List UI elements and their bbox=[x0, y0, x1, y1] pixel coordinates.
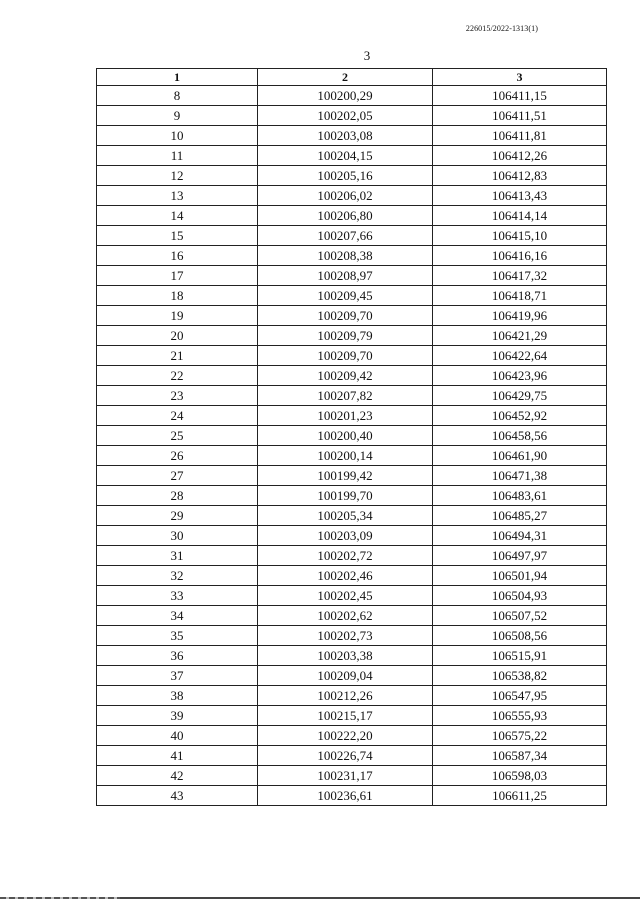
cell-y-coordinate: 106419,96 bbox=[433, 306, 607, 326]
cell-x-coordinate: 100209,42 bbox=[258, 366, 433, 386]
cell-point-number: 35 bbox=[97, 626, 258, 646]
table-row bbox=[97, 106, 607, 126]
cell-point-number: 17 bbox=[97, 266, 258, 286]
cell-y-coordinate: 106471,38 bbox=[433, 466, 607, 486]
cell-y-coordinate: 106415,10 bbox=[433, 226, 607, 246]
cell-point-number: 43 bbox=[97, 786, 258, 806]
cell-x-coordinate: 100203,09 bbox=[258, 526, 433, 546]
cell-point-number: 19 bbox=[97, 306, 258, 326]
cell-x-coordinate: 100205,16 bbox=[258, 166, 433, 186]
cell-y-coordinate: 106575,22 bbox=[433, 726, 607, 746]
cell-y-coordinate: 106418,71 bbox=[433, 286, 607, 306]
cell-y-coordinate: 106412,26 bbox=[433, 146, 607, 166]
cell-y-coordinate: 106555,93 bbox=[433, 706, 607, 726]
table-row bbox=[97, 686, 607, 706]
cell-x-coordinate: 100203,08 bbox=[258, 126, 433, 146]
cell-point-number: 30 bbox=[97, 526, 258, 546]
table-row bbox=[97, 646, 607, 666]
cell-x-coordinate: 100222,20 bbox=[258, 726, 433, 746]
cell-x-coordinate: 100204,15 bbox=[258, 146, 433, 166]
cell-x-coordinate: 100202,46 bbox=[258, 566, 433, 586]
cell-y-coordinate: 106417,32 bbox=[433, 266, 607, 286]
cell-y-coordinate: 106504,93 bbox=[433, 586, 607, 606]
cell-x-coordinate: 100209,70 bbox=[258, 346, 433, 366]
cell-x-coordinate: 100200,40 bbox=[258, 426, 433, 446]
cell-y-coordinate: 106429,75 bbox=[433, 386, 607, 406]
cell-point-number: 39 bbox=[97, 706, 258, 726]
cell-y-coordinate: 106515,91 bbox=[433, 646, 607, 666]
cell-point-number: 36 bbox=[97, 646, 258, 666]
cell-y-coordinate: 106458,56 bbox=[433, 426, 607, 446]
table-row bbox=[97, 566, 607, 586]
cell-point-number: 41 bbox=[97, 746, 258, 766]
cell-x-coordinate: 100208,97 bbox=[258, 266, 433, 286]
cell-y-coordinate: 106587,34 bbox=[433, 746, 607, 766]
cell-point-number: 33 bbox=[97, 586, 258, 606]
table-row bbox=[97, 306, 607, 326]
table-row bbox=[97, 506, 607, 526]
table-row bbox=[97, 226, 607, 246]
cell-point-number: 18 bbox=[97, 286, 258, 306]
table-row bbox=[97, 146, 607, 166]
cell-x-coordinate: 100202,73 bbox=[258, 626, 433, 646]
table-row bbox=[97, 86, 607, 106]
cell-point-number: 22 bbox=[97, 366, 258, 386]
cell-point-number: 24 bbox=[97, 406, 258, 426]
cell-point-number: 12 bbox=[97, 166, 258, 186]
cell-point-number: 16 bbox=[97, 246, 258, 266]
cell-x-coordinate: 100215,17 bbox=[258, 706, 433, 726]
cell-x-coordinate: 100200,14 bbox=[258, 446, 433, 466]
cell-x-coordinate: 100209,70 bbox=[258, 306, 433, 326]
header-cell-point: 1 bbox=[97, 69, 258, 86]
cell-point-number: 14 bbox=[97, 206, 258, 226]
cell-point-number: 13 bbox=[97, 186, 258, 206]
cell-y-coordinate: 106411,51 bbox=[433, 106, 607, 126]
cell-point-number: 31 bbox=[97, 546, 258, 566]
cell-x-coordinate: 100203,38 bbox=[258, 646, 433, 666]
cell-point-number: 27 bbox=[97, 466, 258, 486]
cell-x-coordinate: 100212,26 bbox=[258, 686, 433, 706]
table-row bbox=[97, 186, 607, 206]
cell-point-number: 38 bbox=[97, 686, 258, 706]
table-row bbox=[97, 666, 607, 686]
cell-y-coordinate: 106497,97 bbox=[433, 546, 607, 566]
table-row bbox=[97, 726, 607, 746]
table-row bbox=[97, 766, 607, 786]
table-row bbox=[97, 406, 607, 426]
cell-y-coordinate: 106413,43 bbox=[433, 186, 607, 206]
cell-x-coordinate: 100206,02 bbox=[258, 186, 433, 206]
cell-y-coordinate: 106598,03 bbox=[433, 766, 607, 786]
cell-y-coordinate: 106422,64 bbox=[433, 346, 607, 366]
cell-point-number: 15 bbox=[97, 226, 258, 246]
table-row bbox=[97, 526, 607, 546]
cell-point-number: 25 bbox=[97, 426, 258, 446]
cell-x-coordinate: 100209,04 bbox=[258, 666, 433, 686]
table-row bbox=[97, 346, 607, 366]
document-number: 226015/2022-1313(1) bbox=[465, 24, 538, 33]
cell-x-coordinate: 100226,74 bbox=[258, 746, 433, 766]
table-row bbox=[97, 246, 607, 266]
cell-y-coordinate: 106452,92 bbox=[433, 406, 607, 426]
cell-y-coordinate: 106416,16 bbox=[433, 246, 607, 266]
table-row bbox=[97, 486, 607, 506]
page-number: 3 bbox=[363, 48, 371, 63]
cell-x-coordinate: 100205,34 bbox=[258, 506, 433, 526]
table-row bbox=[97, 166, 607, 186]
table-row bbox=[97, 126, 607, 146]
cell-point-number: 10 bbox=[97, 126, 258, 146]
cell-y-coordinate: 106501,94 bbox=[433, 566, 607, 586]
cell-point-number: 34 bbox=[97, 606, 258, 626]
cell-x-coordinate: 100236,61 bbox=[258, 786, 433, 806]
cell-x-coordinate: 100202,72 bbox=[258, 546, 433, 566]
table-row bbox=[97, 206, 607, 226]
cell-x-coordinate: 100202,05 bbox=[258, 106, 433, 126]
header-cell-x: 2 bbox=[258, 69, 433, 86]
cell-point-number: 11 bbox=[97, 146, 258, 166]
cell-x-coordinate: 100207,66 bbox=[258, 226, 433, 246]
cell-x-coordinate: 100209,45 bbox=[258, 286, 433, 306]
cell-point-number: 21 bbox=[97, 346, 258, 366]
header-row bbox=[97, 69, 607, 86]
cell-y-coordinate: 106414,14 bbox=[433, 206, 607, 226]
cell-x-coordinate: 100207,82 bbox=[258, 386, 433, 406]
cell-point-number: 20 bbox=[97, 326, 258, 346]
table-row bbox=[97, 746, 607, 766]
table-row bbox=[97, 386, 607, 406]
cell-point-number: 29 bbox=[97, 506, 258, 526]
table-row bbox=[97, 326, 607, 346]
table-row bbox=[97, 706, 607, 726]
cell-y-coordinate: 106508,56 bbox=[433, 626, 607, 646]
table-row bbox=[97, 266, 607, 286]
cell-y-coordinate: 106411,81 bbox=[433, 126, 607, 146]
table-row bbox=[97, 606, 607, 626]
cell-y-coordinate: 106411,15 bbox=[433, 86, 607, 106]
cell-y-coordinate: 106507,52 bbox=[433, 606, 607, 626]
table-row bbox=[97, 466, 607, 486]
table-row bbox=[97, 426, 607, 446]
cell-point-number: 32 bbox=[97, 566, 258, 586]
cell-x-coordinate: 100199,70 bbox=[258, 486, 433, 506]
cell-y-coordinate: 106494,31 bbox=[433, 526, 607, 546]
cell-point-number: 9 bbox=[97, 106, 258, 126]
header-cell-y: 3 bbox=[433, 69, 607, 86]
cell-x-coordinate: 100199,42 bbox=[258, 466, 433, 486]
cell-x-coordinate: 100201,23 bbox=[258, 406, 433, 426]
cell-point-number: 8 bbox=[97, 86, 258, 106]
cell-x-coordinate: 100200,29 bbox=[258, 86, 433, 106]
coordinates-table bbox=[96, 68, 607, 806]
cell-y-coordinate: 106423,96 bbox=[433, 366, 607, 386]
cell-y-coordinate: 106611,25 bbox=[433, 786, 607, 806]
table-body bbox=[97, 86, 607, 806]
table-header bbox=[97, 69, 607, 86]
cell-x-coordinate: 100231,17 bbox=[258, 766, 433, 786]
cell-x-coordinate: 100206,80 bbox=[258, 206, 433, 226]
cell-y-coordinate: 106538,82 bbox=[433, 666, 607, 686]
table-row bbox=[97, 366, 607, 386]
table-row bbox=[97, 446, 607, 466]
cell-x-coordinate: 100202,45 bbox=[258, 586, 433, 606]
cell-point-number: 42 bbox=[97, 766, 258, 786]
cell-y-coordinate: 106461,90 bbox=[433, 446, 607, 466]
cell-x-coordinate: 100202,62 bbox=[258, 606, 433, 626]
cell-point-number: 28 bbox=[97, 486, 258, 506]
table-row bbox=[97, 786, 607, 806]
cell-x-coordinate: 100209,79 bbox=[258, 326, 433, 346]
cell-y-coordinate: 106547,95 bbox=[433, 686, 607, 706]
table-row bbox=[97, 626, 607, 646]
cell-y-coordinate: 106485,27 bbox=[433, 506, 607, 526]
table-row bbox=[97, 286, 607, 306]
table-row bbox=[97, 546, 607, 566]
cell-y-coordinate: 106412,83 bbox=[433, 166, 607, 186]
cell-point-number: 26 bbox=[97, 446, 258, 466]
cell-x-coordinate: 100208,38 bbox=[258, 246, 433, 266]
cell-y-coordinate: 106483,61 bbox=[433, 486, 607, 506]
cell-point-number: 40 bbox=[97, 726, 258, 746]
cell-y-coordinate: 106421,29 bbox=[433, 326, 607, 346]
cell-point-number: 23 bbox=[97, 386, 258, 406]
table-row bbox=[97, 586, 607, 606]
scan-edge-mark bbox=[0, 897, 120, 899]
cell-point-number: 37 bbox=[97, 666, 258, 686]
